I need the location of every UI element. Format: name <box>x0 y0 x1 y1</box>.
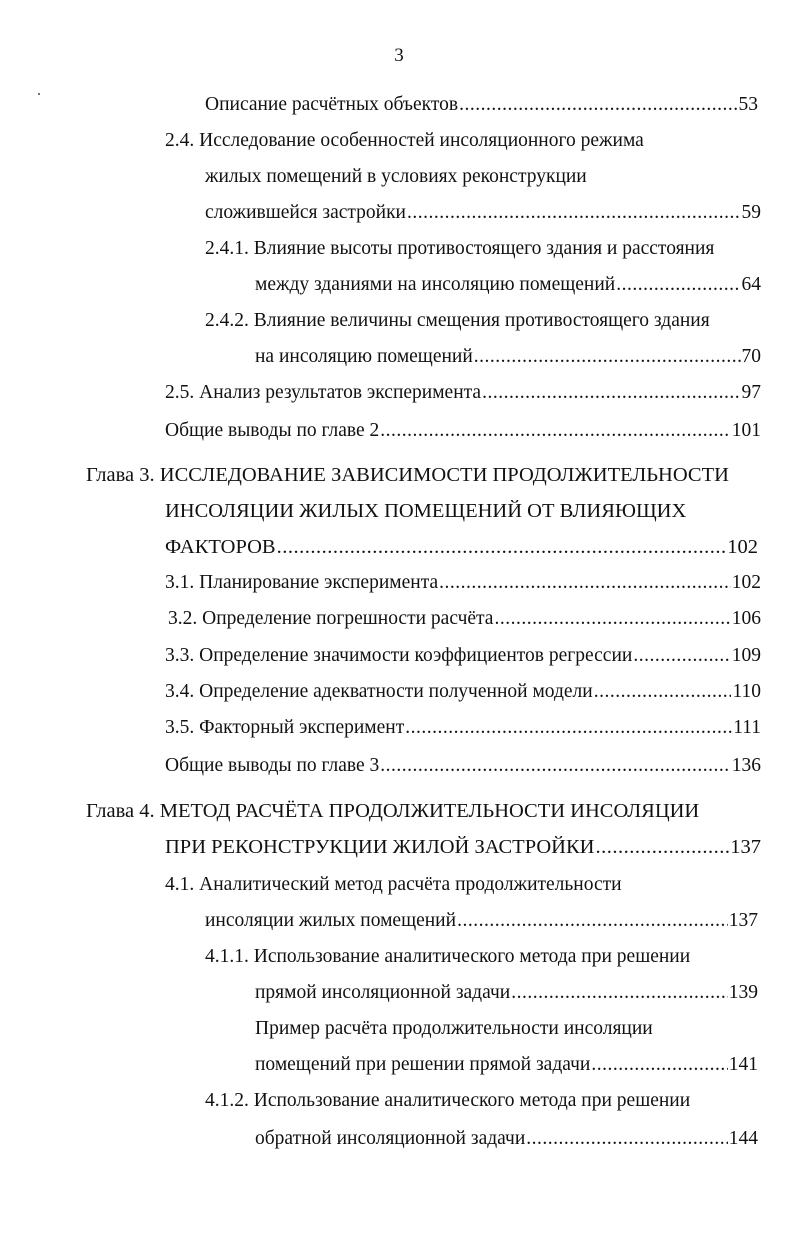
toc-entry <box>205 234 714 264</box>
dot-leader <box>380 751 730 781</box>
toc-entry-text: 2.4. Исследование особенностей инсоляционного режима <box>165 130 644 151</box>
dot-leader <box>407 198 741 228</box>
toc-entry-text: жилых помещений в условиях реконструкции <box>205 166 587 187</box>
toc-entry-text: 2.4.1. Влияние высоты противостоящего здания и расстояния <box>205 238 715 259</box>
toc-entry <box>165 416 761 446</box>
dot-leader <box>594 677 732 707</box>
toc-entry-text: ПРИ РЕКОНСТРУКЦИИ ЖИЛОЙ ЗАСТРОЙКИ <box>165 836 595 858</box>
toc-entry-text: 3.3. Определение значимости коэффициентов регрессии <box>165 645 633 666</box>
toc-entry-text: ИНСОЛЯЦИИ ЖИЛЫХ ПОМЕЩЕНИЙ ОТ ВЛИЯЮЩИХ <box>165 500 687 522</box>
toc-entry <box>205 90 758 120</box>
dot-leader <box>439 568 731 598</box>
toc-entry-page: 53 <box>738 94 758 115</box>
toc-entry-page: 64 <box>741 274 761 295</box>
toc-entry <box>165 870 622 900</box>
toc-entry-text: 2.5. Анализ результатов эксперимента <box>165 382 482 403</box>
toc-chapter-entry <box>165 496 686 526</box>
toc-entry <box>168 604 761 634</box>
toc-entry <box>205 306 710 336</box>
toc-entry-text: на инсоляцию помещений <box>255 346 473 367</box>
toc-entry <box>255 270 761 300</box>
toc-entry-page: 141 <box>728 1054 758 1075</box>
toc-chapter-entry <box>86 796 699 826</box>
dot-leader <box>277 532 727 562</box>
scan-speck <box>38 93 40 95</box>
toc-entry-text: Глава 4. МЕТОД РАСЧЁТА ПРОДОЛЖИТЕЛЬНОСТИ ИНСОЛЯЦИИ <box>86 800 700 822</box>
toc-entry-text: ФАКТОРОВ <box>165 536 276 558</box>
toc-entry-page: 144 <box>728 1128 758 1149</box>
dot-leader <box>616 270 740 300</box>
dot-leader <box>474 342 741 372</box>
toc-entry-text: 4.1.2. Использование аналитического метода при решении <box>205 1090 691 1111</box>
toc-entry <box>255 342 761 372</box>
toc-entry-text: сложившейся застройки <box>205 202 406 223</box>
toc-entry-text: 3.1. Планирование эксперимента <box>165 572 439 593</box>
toc-entry-text: обратной инсоляционной задачи <box>255 1128 526 1149</box>
toc-entry-text: Общие выводы по главе 3 <box>165 755 380 776</box>
dot-leader <box>591 1050 727 1080</box>
toc-entry <box>205 198 761 228</box>
toc-entry <box>255 1124 758 1154</box>
toc-entry-text: 3.2. Определение погрешности расчёта <box>168 608 494 629</box>
toc-entry-page: 102 <box>731 572 761 593</box>
toc-entry-text: инсоляции жилых помещений <box>205 910 457 931</box>
dot-leader <box>595 832 729 862</box>
toc-entry <box>205 1086 690 1116</box>
toc-entry-page: 106 <box>731 608 761 629</box>
toc-entry <box>205 906 758 936</box>
toc-entry <box>255 1050 758 1080</box>
toc-entry-page: 109 <box>731 645 761 666</box>
toc-entry-page: 59 <box>741 202 761 223</box>
toc-entry-page: 137 <box>730 836 761 858</box>
toc-entry-text: Пример расчёта продолжительности инсоляции <box>255 1018 653 1039</box>
toc-entry-page: 70 <box>741 346 761 367</box>
toc-entry-page: 101 <box>731 420 761 441</box>
toc-entry-text: 3.4. Определение адекватности полученной модели <box>165 681 593 702</box>
toc-entry-text: 4.1. Аналитический метод расчёта продолжительности <box>165 874 622 895</box>
toc-entry-text: помещений при решении прямой задачи <box>255 1054 591 1075</box>
toc-chapter-entry <box>86 460 729 490</box>
toc-entry-page: 110 <box>732 681 761 702</box>
toc-entry <box>165 641 761 671</box>
toc-entry <box>165 568 761 598</box>
toc-entry <box>165 677 761 707</box>
toc-entry-text: между зданиями на инсоляцию помещений <box>255 274 616 295</box>
toc-entry <box>205 942 690 972</box>
toc-entry <box>165 751 761 781</box>
toc-entry-text: Глава 3. ИССЛЕДОВАНИЕ ЗАВИСИМОСТИ ПРОДОЛЖИТЕЛЬНОСТИ <box>86 464 729 486</box>
toc-entry <box>165 713 761 743</box>
toc-entry-page: 97 <box>741 382 761 403</box>
toc-entry-text: Описание расчётных объектов <box>205 94 459 115</box>
toc-entry-text: прямой инсоляционной задачи <box>255 982 511 1003</box>
dot-leader <box>457 906 728 936</box>
dot-leader <box>633 641 730 671</box>
toc-entry-text: 4.1.1. Использование аналитического метода при решении <box>205 946 691 967</box>
toc-entry-page: 139 <box>728 982 758 1003</box>
toc-entry <box>165 126 644 156</box>
dot-leader <box>459 90 737 120</box>
toc-entry-page: 137 <box>728 910 758 931</box>
dot-leader <box>380 416 730 446</box>
dot-leader <box>511 978 728 1008</box>
toc-chapter-entry <box>165 532 758 562</box>
toc-entry-text: Общие выводы по главе 2 <box>165 420 380 441</box>
toc-entry-text: 2.4.2. Влияние величины смещения противостоящего здания <box>205 310 710 331</box>
toc-entry-page: 102 <box>727 536 758 558</box>
toc-chapter-entry <box>165 832 761 862</box>
toc-entry <box>165 378 761 408</box>
dot-leader <box>482 378 740 408</box>
dot-leader <box>494 604 730 634</box>
toc-entry <box>255 978 758 1008</box>
dot-leader <box>526 1124 727 1154</box>
page-number: 3 <box>394 45 404 66</box>
toc-entry-page: 111 <box>733 717 761 738</box>
dot-leader <box>405 713 732 743</box>
toc-entry-text: 3.5. Факторный эксперимент <box>165 717 405 738</box>
toc-entry <box>205 162 587 192</box>
toc-entry-page: 136 <box>731 755 761 776</box>
toc-entry <box>255 1014 653 1044</box>
